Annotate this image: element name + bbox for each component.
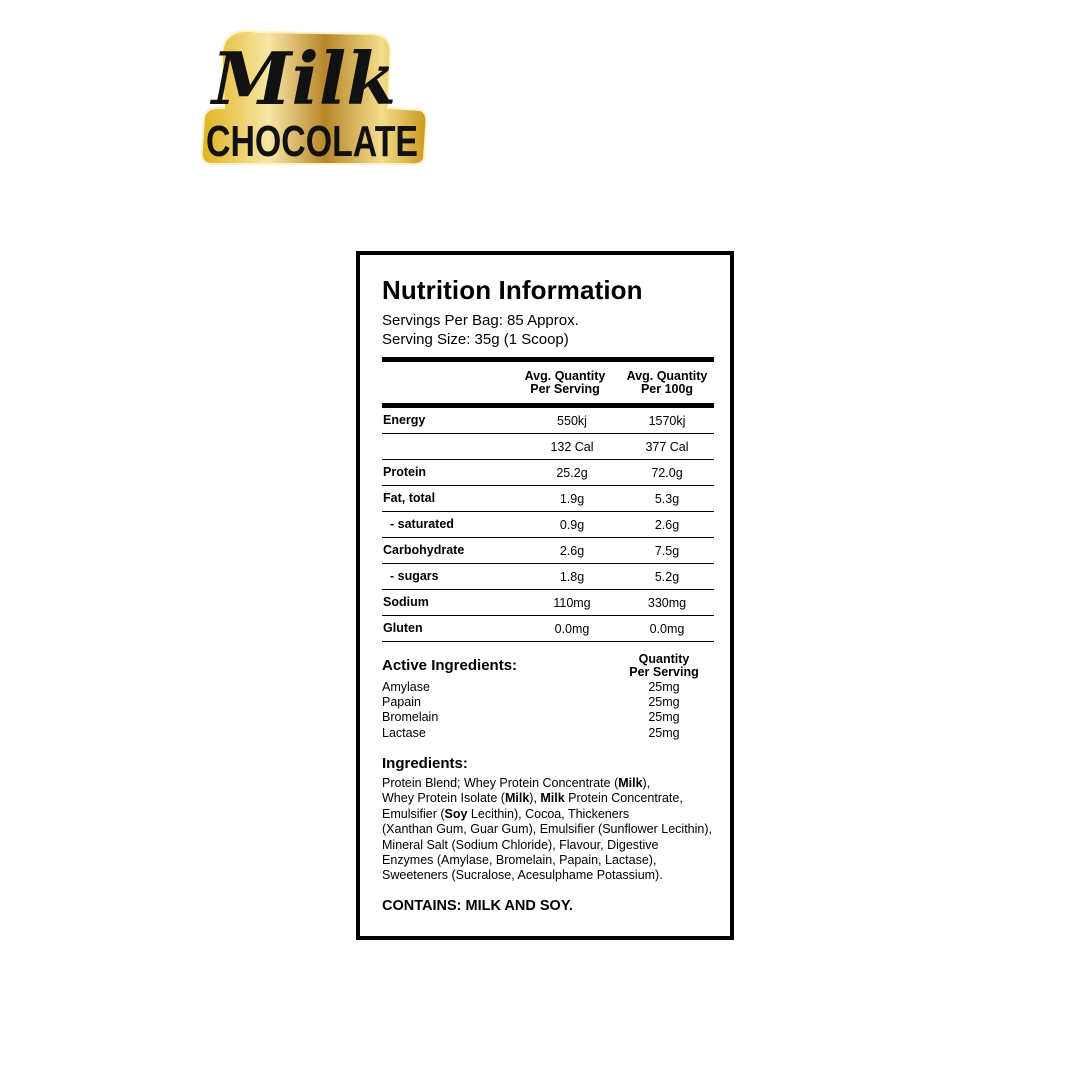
table-row xyxy=(382,434,714,460)
list-item xyxy=(382,710,714,725)
value-per-100g: 330mg xyxy=(647,596,687,610)
active-name: Lactase xyxy=(382,726,426,740)
table-row xyxy=(382,616,714,642)
value-per-100g: 0.0mg xyxy=(649,622,685,636)
serving-size: Serving Size: 35g (1 Scoop) xyxy=(382,331,569,348)
logo-script-text: Milk xyxy=(211,36,397,121)
table-row xyxy=(382,486,714,512)
value-per-serving: 0.9g xyxy=(559,518,585,532)
table-row xyxy=(382,460,714,486)
value-per-100g: 377 Cal xyxy=(645,440,689,454)
row-label: Energy xyxy=(383,413,426,427)
panel-title: Nutrition Information xyxy=(382,275,643,305)
nutrition-panel xyxy=(356,251,734,940)
allergen-statement: CONTAINS: MILK AND SOY. xyxy=(382,898,573,914)
value-per-serving: 1.8g xyxy=(559,570,585,584)
list-item xyxy=(382,695,714,710)
active-qty: 25mg xyxy=(648,710,680,724)
value-per-100g: 5.3g xyxy=(654,492,680,506)
active-qty: 25mg xyxy=(648,695,680,709)
active-ingredients-title: Active Ingredients: xyxy=(382,657,518,674)
value-per-serving: 110mg xyxy=(553,596,591,610)
active-qty-header: Quantity Per Serving xyxy=(629,652,699,679)
row-label: Carbohydrate xyxy=(383,543,465,557)
active-qty: 25mg xyxy=(648,726,680,740)
row-label: Fat, total xyxy=(383,491,436,505)
ingredients-title: Ingredients: xyxy=(382,755,468,772)
value-per-serving: 1.9g xyxy=(559,492,585,506)
logo-block-text: CHOCOLATE xyxy=(206,117,418,166)
active-qty: 25mg xyxy=(648,680,680,694)
divider-thick xyxy=(382,357,714,362)
value-per-100g: 5.2g xyxy=(654,570,680,584)
list-item xyxy=(382,726,714,741)
table-row xyxy=(382,408,714,434)
value-per-serving: 0.0mg xyxy=(554,622,590,636)
row-label: - saturated xyxy=(390,517,454,531)
value-per-100g: 1570kj xyxy=(648,414,686,428)
table-row xyxy=(382,512,714,538)
value-per-100g: 2.6g xyxy=(654,518,680,532)
row-label: Protein xyxy=(383,465,427,479)
value-per-100g: 72.0g xyxy=(651,466,683,480)
brand-logo xyxy=(198,28,428,168)
row-label: Gluten xyxy=(383,621,423,635)
value-per-serving: 25.2g xyxy=(556,466,588,480)
active-name: Amylase xyxy=(382,680,430,694)
row-label: Sodium xyxy=(383,595,429,609)
value-per-serving: 132 Cal xyxy=(550,440,594,454)
servings-per-bag: Servings Per Bag: 85 Approx. xyxy=(382,312,579,329)
row-label: - sugars xyxy=(390,569,439,583)
col-header-per-serving: Avg. Quantity Per Serving xyxy=(524,369,606,396)
list-item xyxy=(382,680,714,695)
ingredients-text: Protein Blend; Whey Protein Concentrate (Milk), Whey Protein Isolate (Milk), Milk Protein Concentrate, Emulsifier (Soy Lecithin), Cocoa, Thickeners (Xanthan Gum, Guar Gum), Emulsifier (Sunflower Lecithin), Mineral Salt (Sodium Chloride), Flavour, Digestive Enzymes (Amylase, Bromelain, Papain, Lactase), Sweeteners (Sucralose, Acesulphame Potassium). xyxy=(382,776,712,883)
table-row xyxy=(382,538,714,564)
active-name: Papain xyxy=(382,695,421,709)
value-per-serving: 550kj xyxy=(557,414,587,428)
value-per-100g: 7.5g xyxy=(654,544,680,558)
table-row xyxy=(382,590,714,616)
active-name: Bromelain xyxy=(382,710,439,724)
value-per-serving: 2.6g xyxy=(559,544,585,558)
table-row xyxy=(382,564,714,590)
col-header-per-100g: Avg. Quantity Per 100g xyxy=(626,369,708,396)
